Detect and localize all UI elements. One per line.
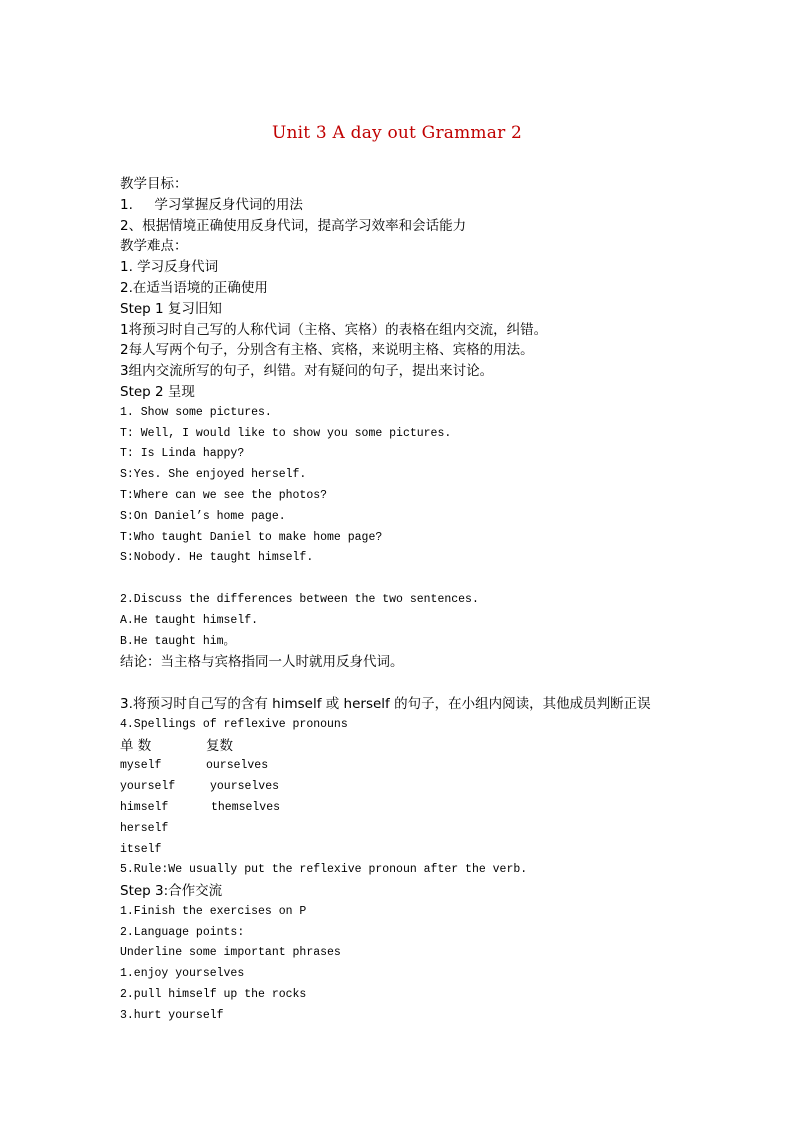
- plural-pronoun: ourselves: [206, 759, 269, 773]
- dialogue-line: T:Who taught Daniel to make home page?: [120, 530, 383, 544]
- pronoun-table-row: [120, 840, 720, 861]
- conclusion-text: 结论：当主格与宾格指同一人时就用反身代词。: [120, 654, 404, 671]
- step2-item-4: 4.Spellings of reflexive pronouns: [120, 717, 348, 731]
- singular-pronoun: himself: [120, 800, 169, 814]
- step2-item-2: 2.Discuss the differences between the two sentences.: [120, 592, 479, 606]
- phrase-item: 3.hurt yourself: [120, 1008, 224, 1022]
- document-title: Unit 3 A day out Grammar 2: [271, 123, 523, 143]
- step3-heading: Step 3:合作交流: [120, 883, 223, 900]
- pronoun-table-header: [120, 736, 720, 757]
- dialogue-line: S:Yes. She enjoyed herself.: [120, 468, 307, 482]
- step2-heading: Step 2 呈现: [120, 383, 195, 400]
- pronoun-table-row: [120, 798, 720, 819]
- plural-header: 复数: [206, 737, 233, 754]
- singular-pronoun: myself: [120, 759, 162, 773]
- document-body: [120, 174, 720, 1027]
- step3-item-2: 2.Language points:: [120, 925, 245, 939]
- step1-heading: Step 1 复习旧知: [120, 300, 222, 317]
- plural-pronoun: themselves: [211, 800, 281, 814]
- step3-item-1: 1.Finish the exercises on P: [120, 904, 307, 918]
- singular-pronoun: herself: [120, 821, 169, 835]
- blank-line: [120, 569, 720, 590]
- pronoun-table-row: [120, 756, 720, 777]
- blank-line: [120, 673, 720, 694]
- plural-pronoun: [206, 819, 406, 840]
- step2-item-1: 1. Show some pictures.: [120, 405, 272, 419]
- teaching-goals-heading: 教学目标：: [120, 176, 188, 192]
- step1-item-3: 3组内交流所写的句子，纠错。对有疑问的句子，提出来讨论。: [120, 363, 494, 380]
- singular-header: 单 数: [120, 737, 152, 754]
- dialogue-line: T:Where can we see the photos?: [120, 488, 328, 502]
- plural-pronoun: [206, 840, 406, 861]
- step1-item-2: 2每人写两个句子，分别含有主格、宾格，来说明主格、宾格的用法。: [120, 342, 534, 359]
- goal-item-2: 2、根据情境正确使用反身代词，提高学习效率和会话能力: [120, 217, 467, 234]
- plural-pronoun: yourselves: [210, 780, 280, 794]
- difficulty-item-2: 2.在适当语境的正确使用: [120, 279, 268, 296]
- singular-pronoun: itself: [120, 842, 162, 856]
- step1-item-1: 1将预习时自己写的人称代词（主格、宾格）的表格在组内交流，纠错。: [120, 321, 548, 338]
- dialogue-line: S:Nobody. He taught himself.: [120, 551, 314, 565]
- dialogue-line: T: Well, I would like to show you some pictures.: [120, 426, 452, 440]
- phrase-item: 2.pull himself up the rocks: [120, 988, 307, 1002]
- step2-item-5: 5.Rule:We usually put the reflexive pronoun after the verb.: [120, 863, 528, 877]
- dialogue-line: T: Is Linda happy?: [120, 447, 245, 461]
- goal-item-1: 1. 学习掌握反身代词的用法: [120, 196, 303, 213]
- example-sentence-b: B.He taught him。: [120, 634, 236, 648]
- step2-item-3: 3.将预习时自己写的含有 himself 或 herself 的句子，在小组内阅读，其他成员判断正误: [120, 695, 651, 712]
- difficulties-heading: 教学难点：: [120, 238, 188, 255]
- dialogue-line: S:On Daniel’s home page.: [120, 509, 286, 523]
- pronoun-table-row: [120, 777, 720, 798]
- example-sentence-a: A.He taught himself.: [120, 613, 259, 627]
- phrase-item: 1.enjoy yourselves: [120, 967, 245, 981]
- singular-pronoun: yourself: [120, 780, 176, 794]
- phrases-instruction: Underline some important phrases: [120, 946, 341, 960]
- pronoun-table-row: [120, 819, 720, 840]
- difficulty-item-1: 1. 学习反身代词: [120, 259, 219, 276]
